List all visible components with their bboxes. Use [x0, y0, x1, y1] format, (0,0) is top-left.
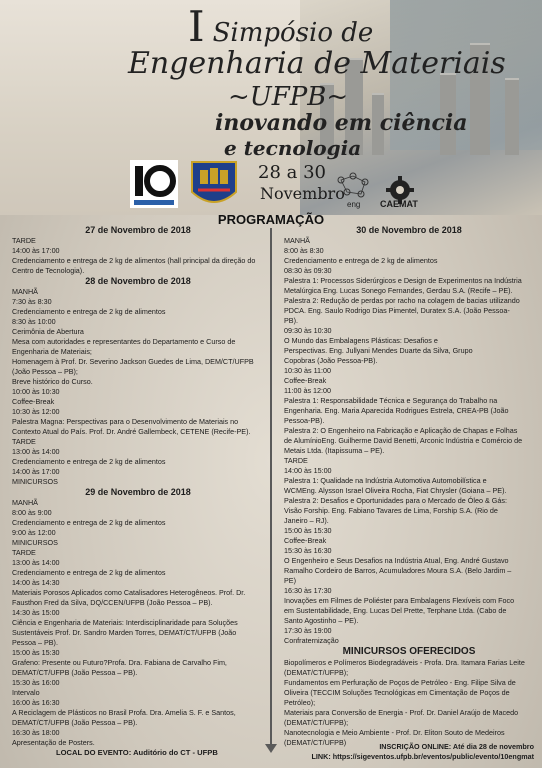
day-30-schedule [284, 236, 534, 646]
schedule-line: PE) [284, 576, 296, 585]
title-line-1 [188, 2, 373, 51]
event-dates: 28 a 30 [258, 162, 326, 183]
schedule-line: Credenciamento e entrega de 2 kg de alimentos (hall principal da direção do [12, 256, 256, 265]
minicursos-title: MINICURSOS OFERECIDOS [342, 646, 476, 657]
header-banner [0, 0, 542, 215]
schedule-line: 13:00 às 14:00 [12, 558, 60, 567]
schedule-line: Apresentação de Posters. [12, 738, 95, 747]
schedule-line: Coffee-Break [284, 376, 327, 385]
schedule-line: 14:00 às 17:00 [12, 467, 60, 476]
day-27-schedule [12, 236, 264, 276]
day-heading: 27 de Novembro de 2018 [85, 225, 191, 235]
schedule-line: Breve histórico do Curso. [12, 377, 93, 386]
schedule-line: Petróleo); [284, 698, 316, 707]
schedule-line: 14:00 às 14:30 [12, 578, 60, 587]
schedule-line: Palestra 1: Qualidade na Indústria Automotiva Automobilística e [284, 476, 487, 485]
title-numeral: I [188, 2, 205, 51]
schedule-line: Pessoa-PB). [284, 416, 325, 425]
schedule-line: Materiais para Conversão de Energia - Prof. Dr. Daniel Araújo de Macedo [284, 708, 519, 717]
schedule-line: 11:00 às 12:00 [284, 386, 332, 395]
schedule-line: Santo Agostinho – PE). [284, 616, 359, 625]
schedule-line: (DEMAT/CT/UFPB); [284, 668, 349, 677]
schedule-line: TARDE [284, 456, 308, 465]
schedule-line: MINICURSOS [12, 477, 58, 486]
schedule-line: 15:00 às 15:30 [12, 648, 60, 657]
schedule-line: DEMAT/CT/UFPB (João Pessoa – PB). [12, 718, 138, 727]
right-column [284, 225, 534, 748]
schedule-line: WCMEng. Alysson Israel Oliveira Rocha, Fiat Chrysler (Goiana – PE). [284, 486, 507, 495]
title-text-1: Simpósio de [212, 18, 374, 48]
schedule-line: Nanotecnologia e Meio Ambiente - Prof. Dr. Eliton Souto de Medeiros [284, 728, 505, 737]
schedule-line: (DEMAT/CT/UFPB) [284, 738, 347, 747]
eng-logo [333, 170, 383, 210]
day-28-schedule [12, 287, 264, 487]
subtitle-line-2: e tecnologia [224, 136, 362, 160]
day-heading: 29 de Novembro de 2018 [85, 487, 191, 497]
schedule-line: Palestra 1: Responsabilidade Técnica e Segurança do Trabalho na [284, 396, 498, 405]
schedule-line: Coffee-Break [284, 536, 327, 545]
schedule-line: TARDE [12, 548, 36, 557]
schedule-line: Engenharia de Materiais; [12, 347, 92, 356]
schedule-line: 15:30 às 16:30 [284, 546, 332, 555]
subtitle-line-1: inovando em ciência [215, 110, 468, 136]
schedule-line: 08:30 às 09:30 [284, 266, 332, 275]
schedule-line: Homenagem à Prof. Dr. Severino Jackson Guedes de Lima, DEM/CT/UFPB [12, 357, 254, 366]
day-29-schedule [12, 498, 264, 748]
schedule-line: MANHÃ [12, 498, 38, 507]
schedule-line: Metais Ltda. (Itapissuma – PE). [284, 446, 385, 455]
schedule-line: Palestra 2: Redução de perdas por racho na colagem de bacias utilizando [284, 296, 520, 305]
schedule-line: 09:30 às 10:30 [284, 326, 332, 335]
schedule-line: MANHÃ [284, 236, 310, 245]
schedule-line: Janeiro – RJ). [284, 516, 329, 525]
event-location: LOCAL DO EVENTO: Auditório do CT - UFPB [56, 748, 218, 757]
schedule-line: Fundamentos em Perfuração de Poços de Petróleo - Eng. Filipe Silva de [284, 678, 516, 687]
title-line-2: Engenharia de Materiais [128, 46, 506, 81]
schedule-line: 14:00 às 17:00 [12, 246, 60, 255]
schedule-line: 8:30 às 10:00 [12, 317, 56, 326]
schedule-line: Coffee-Break [12, 397, 55, 406]
registration-deadline: INSCRIÇÃO ONLINE: Até dia 28 de novembro [379, 742, 534, 751]
schedule-line: Sustentáveis Prof. Dr. Sandro Marden Torres, DEMAT/CT/UFPB (João [12, 628, 237, 637]
schedule-line: DEMAT/CT/UFPB (João Pessoa – PB). [12, 668, 138, 677]
ufpb-crest-logo [188, 158, 240, 212]
registration-link[interactable]: LINK: https://sigeventos.ufpb.br/eventos/public/evento/10engmat [311, 752, 534, 761]
schedule-line: Intervalo [12, 688, 40, 697]
schedule-line: TARDE [12, 236, 36, 245]
schedule-line: Grafeno: Presente ou Futuro?Profa. Dra. Fabiana de Carvalho Fim, [12, 658, 227, 667]
schedule-line: Fausthon Fred da Silva, DQ/CCEN/UFPB (João Pessoa – PB). [12, 598, 213, 607]
schedule-line: Materiais Porosos Aplicados como Catalisadores Heterogêneos. Prof. Dr. [12, 588, 246, 597]
schedule-line: Oliveira (TECCIM Soluções Tecnológicas em Cimentação de Poços de [284, 688, 510, 697]
eng-logo-text: eng [347, 200, 361, 209]
schedule-line: 15:00 às 15:30 [284, 526, 332, 535]
schedule-line: em Sustentabilidade, Eng. Lucas Del Prette, Terphane Ltda. (Cabo de [284, 606, 507, 615]
day-heading: 30 de Novembro de 2018 [356, 225, 462, 235]
schedule-line: Credenciamento e entrega de 2 kg de alimentos [284, 256, 438, 265]
schedule-line: O Engenheiro e Seus Desafios na Indústria Atual, Eng. André Gustavo [284, 556, 509, 565]
schedule-line: 16:30 às 17:30 [284, 586, 332, 595]
schedule-line: 14:00 às 15:00 [284, 466, 332, 475]
schedule-line: O Mundo das Embalagens Plásticas: Desafios e [284, 336, 438, 345]
schedule-line: MANHÃ [12, 287, 38, 296]
schedule-line: Centro de Tecnologia). [12, 266, 85, 275]
event-month: Novembro [260, 184, 345, 203]
day-heading: 28 de Novembro de 2018 [85, 276, 191, 286]
schedule-line: 10:30 às 12:00 [12, 407, 60, 416]
schedule-line: 8:00 às 9:00 [12, 508, 52, 517]
building-shape [505, 78, 519, 155]
schedule-line: TARDE [12, 437, 36, 446]
schedule-line: Inovações em Filmes de Poliéster para Embalagens Flexíveis com Foco [284, 596, 515, 605]
schedule-line: Cerimônia de Abertura [12, 327, 84, 336]
schedule-line: 15:30 às 16:00 [12, 678, 60, 687]
schedule-line: 13:00 às 14:00 [12, 447, 60, 456]
schedule-line: Credenciamento e entrega de 2 kg de alimentos [12, 307, 166, 316]
schedule-line: Biopolímeros e Polímeros Biodegradáveis - Profa. Dra. Itamara Farias Leite [284, 658, 525, 667]
schedule-line: (DEMAT/CT/UFPB); [284, 718, 349, 727]
schedule-line: Credenciamento e entrega de 2 kg de alimentos [12, 568, 166, 577]
schedule-line: Ciência e Engenharia de Materiais: Interdisciplinaridade para Soluções [12, 618, 238, 627]
column-divider [270, 228, 272, 748]
schedule-line: Metalúrgica Eng. Lucas Sonego Fernandes, Gerdau S.A. (Recife – PE). [284, 286, 513, 295]
schedule-line: Palestra 1: Processos Siderúrgicos e Design de Experimentos na Indústria [284, 276, 522, 285]
schedule-line: Contexto Atual do País. Prof. Dr. André Gallembeck, CETENE (Recife-PE). [12, 427, 251, 436]
schedule-line: Mesa com autoridades e representantes do Departamento e Curso de [12, 337, 236, 346]
registration-info [284, 742, 534, 762]
schedule-line: Palestra 2: Desafios e Oportunidades para o Mercado de Óleo & Gás: [284, 496, 507, 505]
schedule-line: Ramalho Cordeiro de Barros, Acumuladores Moura S.A. (Belo Jardim – [284, 566, 512, 575]
schedule-line: Perspectivas. Eng. Jullyani Mendes Duarte da Silva, Grupo [284, 346, 473, 355]
schedule-line: 10:00 às 10:30 [12, 387, 60, 396]
schedule-line: Confraternização [284, 636, 339, 645]
ten-years-logo [130, 160, 178, 208]
schedule-line: 14:30 às 15:00 [12, 608, 60, 617]
schedule-line: de AlumínioEng. Guilherme David Benetti, Arconic Indústria e Comércio de [284, 436, 523, 445]
schedule-line: 9:00 às 12:00 [12, 528, 56, 537]
schedule-line: A Reciclagem de Plásticos no Brasil Profa. Dra. Amelia S. F. e Santos, [12, 708, 236, 717]
arrow-down-icon [265, 744, 277, 753]
schedule-line: 8:00 às 8:30 [284, 246, 324, 255]
schedule-line: Engenharia. Eng. Maria Aparecida Rodrigues Estrela, CREA-PB (João [284, 406, 509, 415]
schedule-line: Palestra 2: O Engenheiro na Fabricação e Aplicação de Chapas e Folhas [284, 426, 518, 435]
schedule-line: 17:30 às 19:00 [284, 626, 332, 635]
schedule-line: PB). [284, 316, 298, 325]
schedule-line: 7:30 às 8:30 [12, 297, 52, 306]
program-title: PROGRAMAÇÃO [217, 212, 325, 227]
schedule-line: Palestra Magna: Perspectivas para o Desenvolvimento de Materiais no [12, 417, 239, 426]
schedule-line: MINICURSOS [12, 538, 58, 547]
title-line-3: ~UFPB~ [228, 82, 349, 112]
schedule-line: 16:00 às 16:30 [12, 698, 60, 707]
schedule-line: Pessoa – PB). [12, 638, 58, 647]
schedule-line: Credenciamento e entrega de 2 kg de alimentos [12, 457, 166, 466]
schedule-line: (João Pessoa – PB); [12, 367, 78, 376]
schedule-line: Credenciamento e entrega de 2 kg de alimentos [12, 518, 166, 527]
schedule-line: 10:30 às 11:00 [284, 366, 332, 375]
schedule-line: Visão Forship. Eng. Fabiano Tavares de Lima, Forship S.A. (Rio de [284, 506, 498, 515]
schedule-line: PDCA. Eng. Saulo Rodrigo Dias Pimentel, Duratex S.A. (João Pessoa- [284, 306, 510, 315]
caemat-logo-text: CAEMAT [380, 199, 418, 209]
schedule-line: Copobras (João Pessoa-PB). [284, 356, 378, 365]
left-column [12, 225, 264, 748]
schedule-line: 16:30 às 18:00 [12, 728, 60, 737]
minicursos-list [284, 658, 534, 748]
